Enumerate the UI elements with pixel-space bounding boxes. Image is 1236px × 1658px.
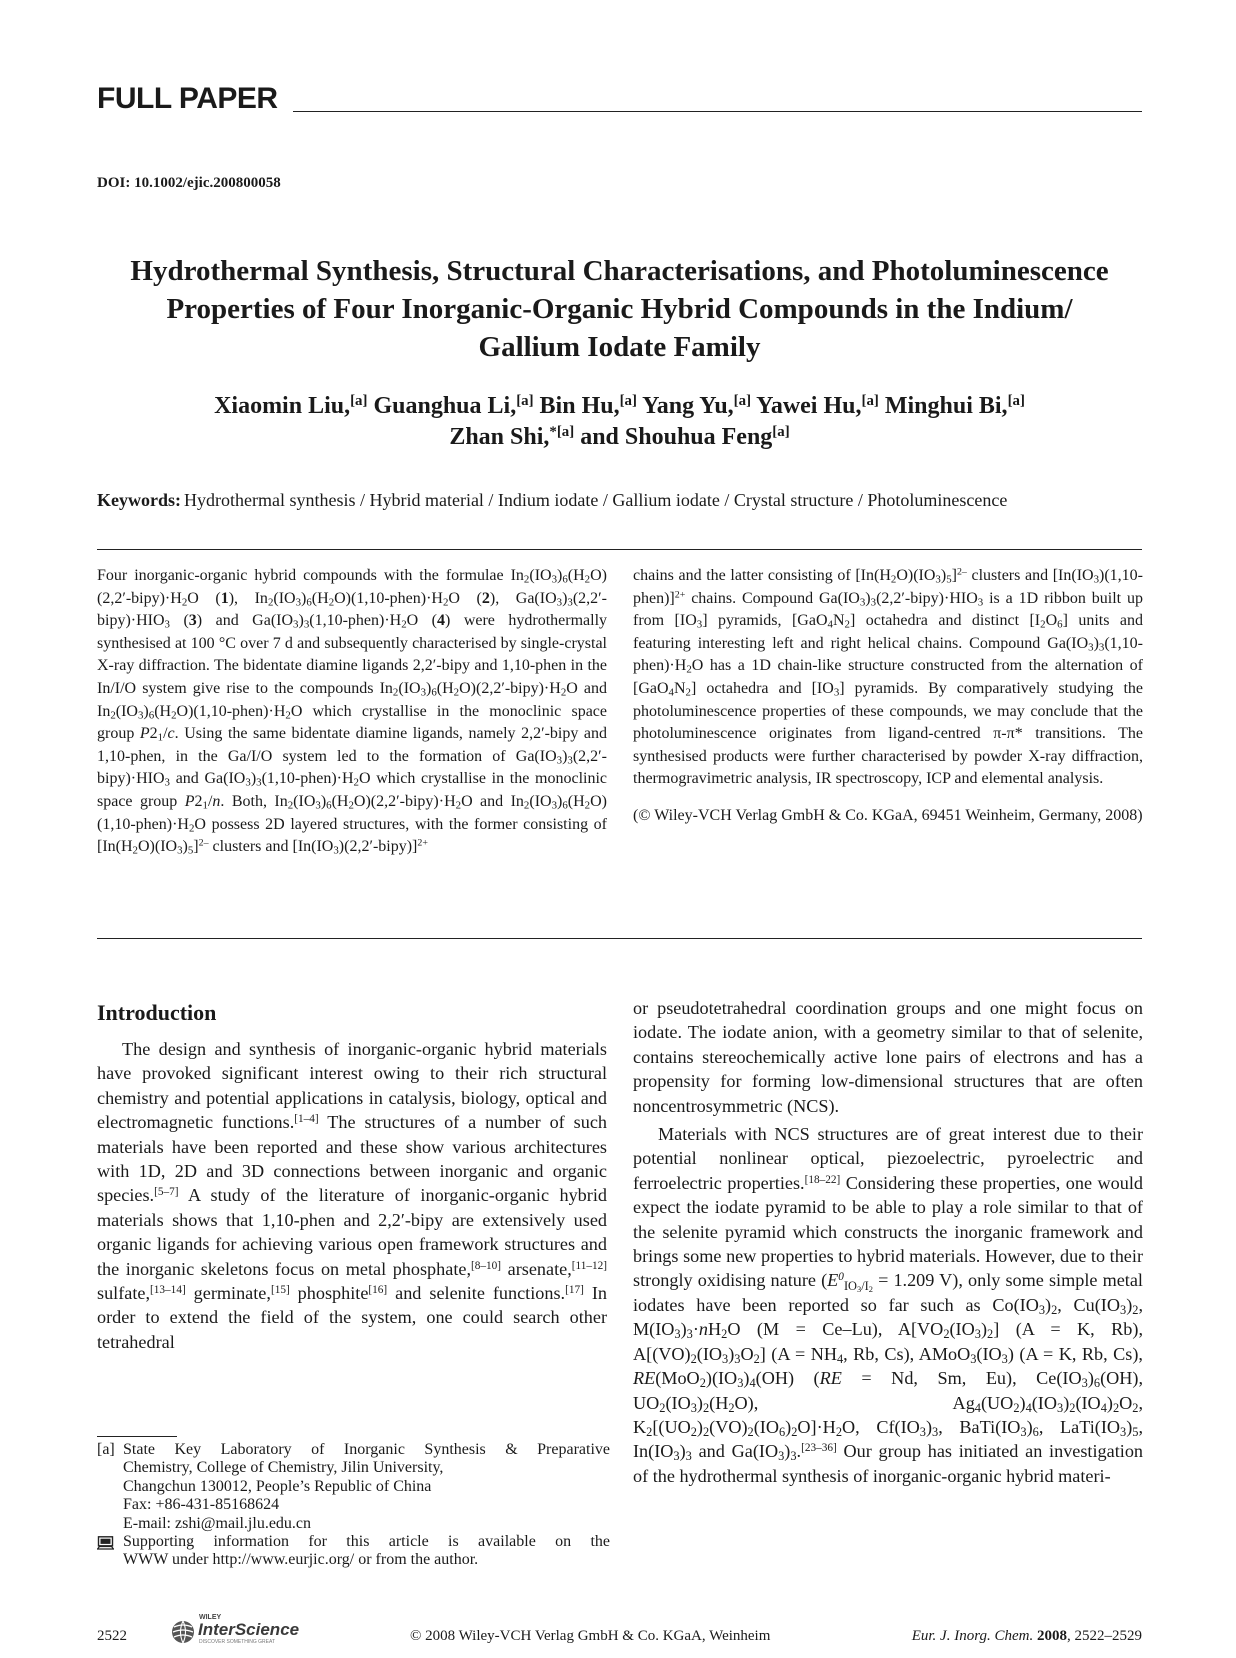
- footnotes: [97, 1441, 610, 1570]
- affiliation-footnote: [97, 1441, 610, 1533]
- section-heading-introduction: Introduction: [97, 1000, 217, 1025]
- affiliation-line: Fax: +86-431-85168624: [123, 1496, 280, 1514]
- abstract-left-column: [97, 565, 607, 859]
- abstract-top-rule: [97, 549, 1142, 550]
- footnote-rule: [97, 1436, 177, 1437]
- affiliation-line: Chemistry, College of Chemistry, Jilin University,: [123, 1459, 444, 1477]
- keywords-text: Hydrothermal synthesis / Hybrid material / Indium iodate / Gallium iodate / Crystal structure / Photoluminescence: [184, 490, 1008, 510]
- journal-citation: [912, 1628, 1142, 1645]
- abstract-right-column: [633, 565, 1143, 828]
- abstract-bottom-rule: [97, 938, 1142, 939]
- author-affiliation: [a]: [1007, 392, 1025, 409]
- title-line: Hydrothermal Synthesis, Structural Characterisations, and Photoluminescence: [130, 255, 1109, 287]
- author-affiliation: [a]: [733, 392, 752, 409]
- abstract-paragraph: Four inorganic-organic hybrid compounds with the formulae $In_2(IO_3)_6(H_2O)(2,2'-bipy)\cdot H_2O$ (1), $In_2(IO_3)_6(H_2O)(1,10-phen)\cdot H_2O$ (2), $Ga(IO_3)_3(2,2'-bipy)\cdot HIO_3$ (3) and $Ga(IO_3)_3(1,10-phen)\cdot H_2O$ (4) were hydrothermally synthesised at 100 °C over 7 d and subsequently characterised by single-crystal X-ray diffraction. The bidentate diamine ligands 2,2′-bipy and 1,10-phen in the In/I/O system give rise to the compounds $In_2(IO_3)_6(H_2O)(2,2'-bipy)\cdot H_2O$ and $In_2(IO_3)_6(H_2O)(1,10-phen)\cdot H_2O$ which crystallise in the monoclinic space group $P2_1/c$. Using the same bidentate diamine ligands, namely 2,2′-bipy and 1,10-phen, in the Ga/I/O system led to the formation of $Ga(IO_3)_3(2,2'-bipy)\cdot HIO_3$ and $Ga(IO_3)_3(1,10-phen)\cdot H_2O$ which crystallise in the monoclinic space group $P2_1/n$. Both, $In_2(IO_3)_6(H_2O)(2,2'-bipy)\cdot H_2O$ and $In_2(IO_3)_6(H_2O)(1,10-phen)\cdot H_2O$ possess 2D layered structures, with the former consisting of $[In(H_2O)(IO_3)_5]^{2-}$ clusters and $[In(IO_3)(2,2'-bipy)]^{2+}$: [97, 567, 608, 857]
- keywords-label: Keywords:: [97, 490, 181, 510]
- author-affiliation: [a]: [350, 392, 368, 409]
- author-name: Guanghua Li,: [373, 393, 517, 419]
- author-affiliation: [a]: [516, 392, 534, 409]
- author-name: Minghui Bi,: [884, 393, 1008, 419]
- author-name: Bin Hu,: [539, 393, 620, 419]
- body-right-column: [633, 996, 1143, 1488]
- header-rule: [293, 111, 1142, 112]
- author-affiliation: [a]: [772, 423, 790, 440]
- author-line: [97, 422, 1142, 453]
- supporting-info-line[interactable]: WWW under http://www.eurjic.org/ or from the author.: [123, 1551, 479, 1569]
- title-line: Gallium Iodate Family: [478, 331, 761, 363]
- globe-icon: [172, 1621, 194, 1643]
- page-number: 2522: [97, 1628, 127, 1644]
- affiliation-line[interactable]: E-mail: zshi@mail.jlu.edu.cn: [123, 1514, 312, 1532]
- author-affiliation: [a]: [861, 392, 879, 409]
- affiliation-line: Changchun 130012, People’s Republic of China: [123, 1477, 432, 1495]
- affiliation-mark: [a]: [97, 1441, 115, 1458]
- logo-brand: InterScience: [198, 1620, 300, 1639]
- computer-icon: [97, 1536, 114, 1550]
- author-name: Xiaomin Liu,: [214, 393, 351, 419]
- author-line: [97, 391, 1142, 422]
- body-paragraph: or pseudotetrahedral coordination groups and one might focus on iodate. The iodate anion, with a geometry similar to that of selenite, contains stereochemically active lone pairs of electrons and has a propensity for forming low-dimensional structures that are often noncentrosymmetric (NCS).: [633, 998, 1143, 1116]
- abstract-copyright: (© Wiley-VCH Verlag GmbH & Co. KGaA, 69451 Weinheim, Germany, 2008): [633, 806, 1143, 824]
- supporting-info-footnote: [97, 1533, 610, 1570]
- article-title: [97, 252, 1142, 366]
- footer-copyright: © 2008 Wiley-VCH Verlag GmbH & Co. KGaA, Weinheim: [410, 1628, 771, 1644]
- author-name: Yawei Hu,: [756, 393, 862, 419]
- title-line: Properties of Four Inorganic-Organic Hybrid Compounds in the Indium/: [166, 293, 1073, 325]
- journal-pages: , 2522–2529: [1067, 1628, 1142, 1644]
- journal-abbrev: Eur. J. Inorg. Chem.: [911, 1628, 1034, 1644]
- author-affiliation: *[a]: [549, 423, 575, 440]
- body-paragraph: Materials with NCS structures are of great interest due to their potential nonlinear optical, piezoelectric, pyroelectric and ferroelectric properties.[18–22] Considering these properties, one would expect the iodate pyramid to be able to play a role similar to that of the selenite pyramid which constructs the inorganic framework and brings some new properties to hybrid materials. However, due to their strongly oxidising nature ($E^0_{IO_3/I_2} = 1.209$ V), only some simple metal iodates have been reported so far such as $Co(IO_3)_2$, $Cu(IO_3)_2$, $M(IO_3)_3\cdot nH_2O$ (M = Ce–Lu), $A[VO_2(IO_3)_2] (A = K$, Rb), $A[(VO)_2(IO_3)_3O_2] (A = NH_4$, Rb, Cs), $AMoO_3(IO_3) (A = K$, Rb, Cs), $RE(MoO_2)(IO_3)_4(OH) (RE = Nd$, Sm, Eu), $Ce(IO_3)_6(OH)$, $UO_2(IO_3)_2(H_2O)$, $Ag_4(UO_2)_4(IO_3)_2(IO_4)_2O_2$, $K_2[(UO_2)_2(VO)_2(IO_6)_2O]\cdot H_2O$, $Cf(IO_3)_3$, $BaTi(IO_3)_6$, $LaTi(IO_3)_5$, $In(IO_3)_3$ and $Ga(IO_3)_3.[23-36]$ Our group has initiated an investigation of the hydrothermal synthesis of inorganic-organic hybrid materi-: [633, 1124, 1144, 1486]
- supporting-info-line: Supporting information for this article is available on the: [123, 1533, 610, 1551]
- author-name: and Shouhua Feng: [580, 424, 773, 450]
- interscience-logo: [169, 1610, 339, 1650]
- keywords: [97, 489, 1142, 512]
- abstract-paragraph: chains and the latter consisting of $[In(H_2O)(IO_3)_5]^{2-}$ clusters and $[In(IO_3)(1,10-phen)]^{2+}$ chains. Compound $Ga(IO_3)_3(2,2'-bipy)\cdot HIO_3$ is a 1D ribbon built up from $[IO_3]$ pyramids, $[GaO_4N_2]$ octahedra and distinct $[I_2O_6]$ units and featuring interesting left and right helical chains. Compound $Ga(IO_3)_3(1,10-phen)\cdot H_2O$ has a 1D chain-like structure constructed from the alternation of $[GaO_4N_2]$ octahedra and $[IO_3]$ pyramids. By comparatively studying the photoluminescence properties of these compounds, we may conclude that the photoluminescence originates from ligand-centred π-π* transitions. The synthesised products were further characterised by powder X-ray diffraction, thermogravimetric analysis, IR spectroscopy, ICP and elemental analysis.: [633, 566, 1144, 788]
- page-footer: [97, 1614, 1142, 1658]
- affiliation-line: State Key Laboratory of Inorganic Synthesis & Preparative: [123, 1441, 610, 1458]
- logo-tagline: DISCOVER SOMETHING GREAT: [199, 1639, 276, 1645]
- logo-publisher: WILEY: [199, 1614, 222, 1621]
- body-paragraph: The design and synthesis of inorganic-organic hybrid materials have provoked significant interest owing to their rich structural chemistry and potential applications in catalysis, biology, optical and electromagnetic functions.[1–4] The structures of a number of such materials have been reported and these show various architectures with 1D, 2D and 3D connections between inorganic and organic species.[5–7] A study of the literature of inorganic-organic hybrid materials shows that 1,10-phen and 2,2′-bipy are extensively used organic ligands for achieving various open framework structures and the inorganic skeletons focus on metal phosphate,[8–10] arsenate,[11–12] sulfate,[13–14] germinate,[15] phosphite[16] and selenite functions.[17] In order to extend the field of the system, one could search other tetrahedral: [97, 1039, 607, 1352]
- author-name: Yang Yu,: [642, 393, 734, 419]
- author-affiliation: [a]: [619, 392, 637, 409]
- author-list: [97, 391, 1142, 453]
- journal-year: 2008: [1037, 1628, 1067, 1644]
- author-name: Zhan Shi,: [449, 424, 550, 450]
- section-label: FULL PAPER: [97, 82, 278, 115]
- page-header: [97, 82, 1142, 116]
- body-left-column: [97, 1037, 607, 1354]
- doi[interactable]: DOI: 10.1002/ejic.200800058: [97, 175, 281, 191]
